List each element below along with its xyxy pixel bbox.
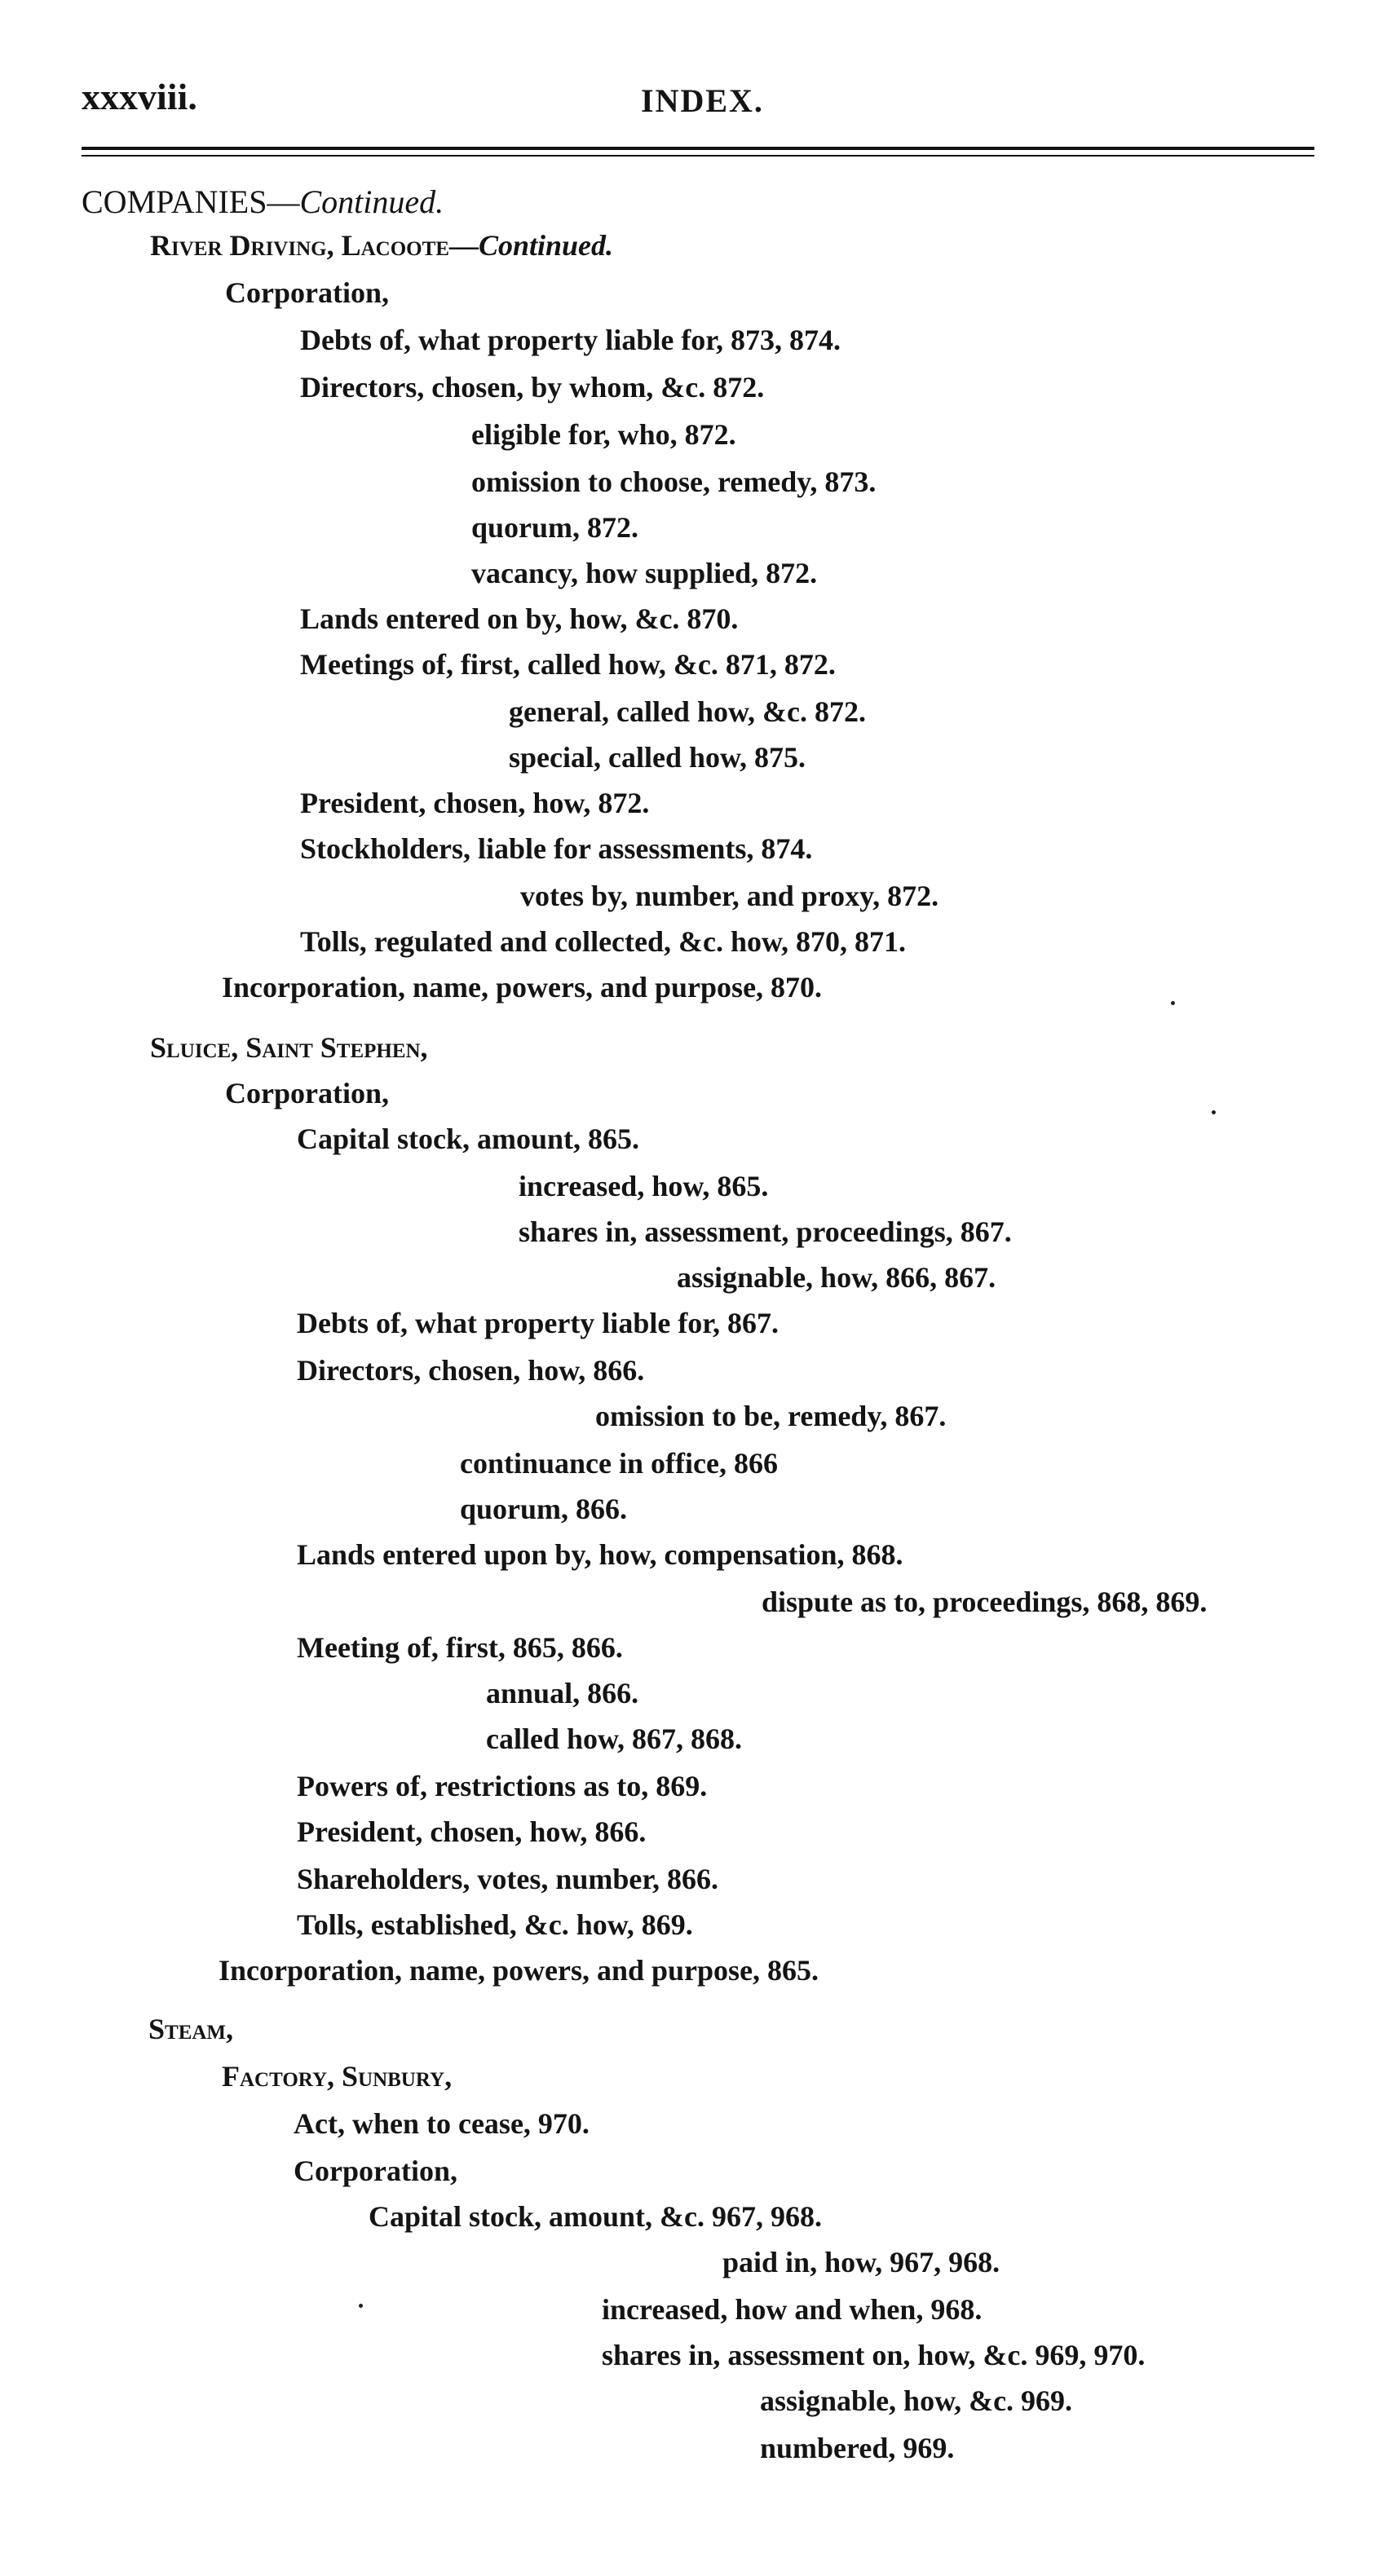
index-entry: increased, how, 865. [519,1170,769,1202]
index-entry: Corporation, [294,2155,457,2187]
index-entry: Meetings of, first, called how, &c. 871, 872. [300,648,836,681]
index-entry: omission to be, remedy, 867. [595,1400,947,1432]
index-entry: Act, when to cease, 970. [294,2107,590,2140]
index-heading: COMPANIES—Continued. [82,183,444,220]
index-entry: Shareholders, votes, number, 866. [297,1863,719,1895]
index-entry: President, chosen, how, 872. [300,787,650,819]
index-entry: omission to choose, remedy, 873. [471,465,877,498]
index-entry: special, called how, 875. [509,741,806,774]
header-rule-thin [82,155,1314,157]
index-entry: quorum, 866. [460,1493,628,1525]
print-speck [359,2304,363,2308]
index-entry: paid in, how, 967, 968. [722,2246,1000,2278]
header-rule-thick [82,147,1314,150]
running-head: INDEX. [641,82,764,119]
print-speck [1212,1110,1216,1114]
index-entry: Tolls, established, &c. how, 869. [297,1908,693,1941]
index-entry: Debts of, what property liable for, 867. [297,1307,779,1339]
index-entry: called how, 867, 868. [486,1722,743,1755]
index-entry: general, called how, &c. 872. [509,695,866,728]
index-entry: Stockholders, liable for assessments, 874. [300,832,813,865]
index-entry: Capital stock, amount, &c. 967, 968. [369,2200,822,2233]
index-entry: assignable, how, &c. 969. [760,2384,1073,2417]
print-speck [1171,1001,1175,1005]
index-entry: eligible for, who, 872. [471,418,736,451]
index-subheading: River Driving, Lacoote—Continued. [150,229,613,262]
index-entry: shares in, assessment on, how, &c. 969, 970. [602,2339,1146,2371]
index-entry: vacancy, how supplied, 872. [471,557,818,589]
index-entry: Directors, chosen, by whom, &c. 872. [300,371,765,404]
index-entry: Lands entered upon by, how, compensation, 868. [297,1538,903,1571]
index-subheading: Sluice, Saint Stephen, [150,1031,428,1064]
index-subheading: Factory, Sunbury, [222,2060,453,2093]
index-entry: quorum, 872. [471,511,639,544]
index-entry: dispute as to, proceedings, 868, 869. [762,1586,1208,1618]
index-entry: continuance in office, 866 [460,1447,778,1480]
index-entry: President, chosen, how, 866. [297,1815,647,1848]
index-entry: votes by, number, and proxy, 872. [520,880,939,912]
index-entry: Directors, chosen, how, 866. [297,1354,645,1387]
index-entry: numbered, 969. [760,2432,955,2464]
index-entry: increased, how and when, 968. [602,2293,983,2326]
index-entry: Meeting of, first, 865, 866. [297,1631,623,1664]
index-entry: Incorporation, name, powers, and purpose, 870. [222,971,823,1003]
index-entry: Capital stock, amount, 865. [297,1123,640,1155]
index-entry: assignable, how, 866, 867. [677,1261,996,1294]
index-entry: Corporation, [225,1077,389,1109]
index-entry: Powers of, restrictions as to, 869. [297,1770,708,1802]
page-number: xxxviii. [82,76,197,117]
index-entry: Debts of, what property liable for, 873, 874. [300,324,841,356]
index-entry: Tolls, regulated and collected, &c. how, 870, 871. [300,925,907,958]
index-entry: annual, 866. [486,1677,639,1709]
index-subheading: Steam, [148,2013,234,2045]
index-entry: Incorporation, name, powers, and purpose, 865. [219,1954,819,1987]
index-entry: Corporation, [225,276,389,309]
index-entry: shares in, assessment, proceedings, 867. [519,1215,1012,1248]
index-entry: Lands entered on by, how, &c. 870. [300,602,739,635]
